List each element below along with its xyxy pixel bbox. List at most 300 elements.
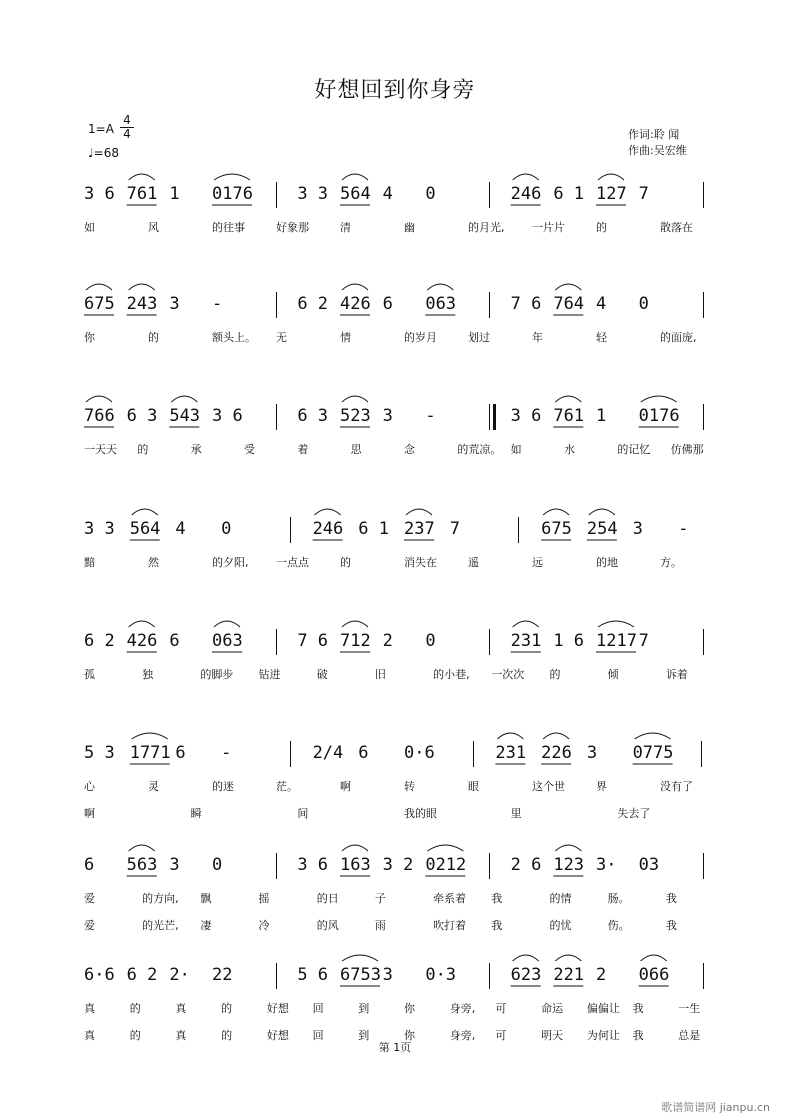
note-group: 123 [553,855,585,875]
notation-line [80,741,730,767]
note-group: 1 [169,184,180,204]
note-group: 3 3 [297,184,329,204]
lyric-word: 里 [510,807,522,820]
note-group: 6 2 [84,631,115,651]
note-group: 3 3 [84,519,115,539]
note-group: 1217 [596,631,637,651]
lyric-word: 爱 [84,892,95,905]
note-group: 7 6 [510,294,542,314]
lyric-word: 清 [340,221,351,234]
lyric-word: 伤。 [607,919,630,932]
slur-arc [342,845,368,851]
note-group: 4 [596,294,607,314]
lyric-word: 思 [350,443,362,456]
lyric-word: 没有了 [660,780,693,793]
note-group: 712 [340,631,371,651]
lyric-word: 消失在 [404,556,437,569]
lyric-word: 可 [495,1029,507,1042]
lyric-word: 飘 [200,892,212,905]
note-group: 063 [425,294,457,314]
lyric-word: 一生 [678,1002,701,1015]
lyric-word: 的情 [549,892,572,905]
note-group: 221 [553,965,585,985]
lyric-word: 好象那 [276,221,309,234]
lyric-word: 好想 [266,1002,289,1015]
lyric-word: 灵 [148,780,159,793]
note-group: 0176 [212,184,253,204]
time-signature [120,114,134,141]
note-group: 543 [169,406,201,426]
lyric-word: 总是 [678,1029,701,1042]
lyric-word: 的面庞, [660,331,697,344]
slur-arc [641,955,667,961]
note-group: 231 [510,631,542,651]
lyric-word: 水 [564,443,575,456]
note-group: 6 [382,294,393,314]
slur-arc [598,174,624,180]
note-group: 3 2 [382,855,414,875]
time-sig-bottom: 4 [120,127,134,141]
note-group: 231 [495,743,527,763]
note-group: 0176 [638,406,680,426]
lyric-word: 的 [148,331,159,344]
music-system [80,629,730,739]
note-group: 0 [425,631,436,651]
lyric-word: 凄 [200,919,212,932]
slur-arc [555,284,581,290]
composer: 作曲:吴宏维 [628,144,687,157]
note-group: 237 [404,519,435,539]
lyric-word: 独 [142,668,154,681]
slur-arc [214,174,250,180]
lyric-word: 情 [340,331,351,344]
lyric-word: 的光芒, [142,919,179,932]
notation-line [80,517,730,543]
lyric-word: 的 [596,221,607,234]
lyric-word: 孤 [84,668,95,681]
note-group: 066 [638,965,670,985]
note-group: 761 [126,184,158,204]
note-group: - [221,743,232,763]
slur-arc [171,396,197,402]
music-system [80,404,730,514]
note-group: 7 6 [297,631,329,651]
watermark: 歌谱简谱网 jianpu.cn [661,1101,770,1114]
lyrics-line [80,219,730,235]
note-group: 6 1 [553,184,585,204]
bar-line [518,517,519,543]
lyric-word: 的荒凉。 [457,443,502,456]
note-group: 2 6 [510,855,542,875]
lyric-word: 散落在 [660,221,693,234]
lyric-word: 的 [129,1002,141,1015]
slur-arc [427,845,463,851]
slur-arc [342,174,368,180]
note-group: 0 [212,855,223,875]
note-group: 3 [382,965,393,985]
lyric-word: 这个世 [532,780,565,793]
lyric-word: 啊 [84,807,95,820]
slur-arc [315,509,341,515]
lyric-word: 转 [404,780,415,793]
bar-line [489,853,490,879]
lyric-word: 茫。 [276,780,298,793]
lyric-word: 钻进 [258,668,281,681]
lyric-word: 命运 [541,1002,564,1015]
note-group: 426 [126,631,158,651]
slur-arc [86,284,112,290]
note-group: 2· [169,965,190,985]
lyric-word: 明天 [541,1029,564,1042]
bar-line [489,629,490,655]
note-group: 1 6 [553,631,585,651]
bar-line [703,963,704,989]
lyrics-line [80,778,730,794]
note-group: 0 [425,184,436,204]
note-group: 3 [632,519,643,539]
note-group: 6·6 [84,965,115,985]
lyric-word: 我 [491,919,503,932]
lyric-word: 好想 [266,1029,289,1042]
lyric-word: 年 [532,331,543,344]
bar-line [703,853,704,879]
note-group: 7 [638,631,649,651]
notation-line [80,963,730,989]
lyric-word: 额头上。 [212,331,256,344]
music-system [80,741,730,851]
lyric-word: 旧 [374,668,386,681]
time-sig-top: 4 [123,113,131,127]
notation-line [80,629,730,655]
lyric-word: 失去了 [617,807,651,820]
slur-arc [129,174,155,180]
note-group: 3 6 [212,406,243,426]
lyric-word: 瞬 [190,807,202,820]
music-system [80,963,730,1073]
slur-arc [635,733,671,739]
bar-line [489,292,490,318]
lyric-word: 你 [84,331,95,344]
lyric-word: 啊 [340,780,351,793]
lyrics-line [80,329,730,345]
lyric-word: 到 [358,1002,370,1015]
lyric-word: 承 [190,443,202,456]
note-group: 675 [84,294,115,314]
bar-line [290,517,291,543]
bar-line [703,404,704,430]
lyric-word: 的忧 [549,919,572,932]
slur-arc [342,284,368,290]
note-group: 0775 [632,743,674,763]
note-group: - [678,519,689,539]
lyric-word: 一点点 [276,556,309,569]
slur-arc [129,845,155,851]
lyric-word: 我 [665,892,677,905]
lyric-word: 如 [510,443,522,456]
lyric-word: 肠。 [607,892,630,905]
notation-line [80,292,730,318]
credits [628,127,687,159]
note-group: 2 [382,631,393,651]
slur-arc [132,733,168,739]
note-group: 163 [340,855,371,875]
lyric-word: 我的眼 [404,807,437,820]
note-group: 2 [596,965,607,985]
note-group: 243 [126,294,158,314]
note-group: - [212,294,223,314]
lyric-word: 的 [129,1029,141,1042]
lyric-word: 幽 [404,221,415,234]
lyric-word: 一天天 [84,443,117,456]
slur-arc [513,621,539,627]
note-group: 254 [586,519,618,539]
lyric-word: 我 [632,1002,644,1015]
lyric-word: 着 [297,443,309,456]
slur-arc [129,284,155,290]
lyric-word: 如 [84,221,95,234]
note-group: 6753 [340,965,381,985]
note-group: 6 [169,631,180,651]
lyricist: 作词:聆 闻 [628,128,680,141]
lyric-word: 无 [276,331,287,344]
note-group: 3 [169,855,180,875]
note-group: 564 [129,519,161,539]
music-system [80,517,730,627]
bar-line [489,182,490,208]
lyric-word: 眼 [468,780,479,793]
lyric-word: 的地 [596,556,618,569]
lyric-word: 冷 [258,919,270,932]
lyric-word: 吹打着 [433,919,467,932]
note-group: 6 [175,743,186,763]
page-number: 第 1页 [378,1041,412,1054]
lyric-word: 遥 [468,556,479,569]
lyric-word: 为何让 [586,1029,620,1042]
lyric-word: 界 [596,780,607,793]
lyric-word: 的记忆 [617,443,651,456]
quarter-note-icon: ♩ [88,146,94,160]
note-group: 6 3 [126,406,158,426]
notation-line [80,404,730,430]
note-group: 0 [638,294,649,314]
lyrics-line [80,554,730,570]
note-group: 6 3 [297,406,329,426]
note-group: 675 [541,519,572,539]
lyric-word: 远 [532,556,543,569]
slur-arc [342,621,368,627]
lyric-word: 的 [549,668,561,681]
slur-arc [598,621,634,627]
lyric-word: 的迷 [212,780,234,793]
lyric-word: 受 [244,443,255,456]
slur-arc [86,396,112,402]
slur-arc [129,621,155,627]
note-group: 0 [221,519,232,539]
bar-line [703,292,704,318]
note-group: 6 2 [297,294,329,314]
lyric-word: 真 [84,1029,95,1042]
lyric-word: 的岁月 [404,331,437,344]
bar-line [276,853,277,879]
lyric-word: 的往事 [212,221,245,234]
slur-arc [406,509,432,515]
lyric-word: 方。 [660,556,682,569]
note-group: 3 [169,294,180,314]
note-group: 246 [312,519,344,539]
note-group: 1 [596,406,607,426]
lyric-word: 你 [404,1002,415,1015]
bar-line [276,404,277,430]
note-group: 5 6 [297,965,329,985]
note-group: 3 6 [510,406,542,426]
slur-arc [555,955,581,961]
repeat-bar-line [493,404,496,430]
lyric-word: 真 [84,1002,95,1015]
lyric-word: 可 [495,1002,507,1015]
lyric-word: 划过 [468,331,490,344]
tempo-marking [88,146,119,160]
note-group: 0·6 [404,743,435,763]
lyric-word: 心 [84,780,95,793]
slur-arc [513,174,539,180]
lyric-word: 回 [312,1029,324,1042]
note-group: 3 6 [297,855,329,875]
note-group: 226 [541,743,572,763]
note-group: 623 [510,965,542,985]
note-group: 1771 [129,743,171,763]
bar-line [703,182,704,208]
slur-arc [132,509,158,515]
note-group: 3 6 [84,184,115,204]
bar-line [703,629,704,655]
slur-arc [589,509,615,515]
lyric-word: 一次次 [491,668,525,681]
slur-arc [342,955,378,961]
lyric-word: 的 [221,1002,233,1015]
lyrics-line [80,666,730,682]
bar-line [701,741,702,767]
note-group: - [425,406,436,426]
note-group: 3 [382,406,393,426]
bar-line [276,182,277,208]
note-group: 127 [596,184,627,204]
lyric-word: 雨 [374,919,386,932]
key-signature: 1=A [88,122,114,136]
lyric-word: 的方向, [142,892,179,905]
lyric-word: 身旁, [449,1029,476,1042]
note-group: 4 [382,184,393,204]
lyric-word: 倾 [607,668,619,681]
notation-line [80,182,730,208]
slur-arc [214,621,240,627]
slur-arc [513,955,539,961]
note-group: 6 [358,743,369,763]
slur-arc [497,733,523,739]
slur-arc [555,396,581,402]
lyric-word: 念 [404,443,415,456]
lyric-word: 摇 [258,892,270,905]
lyric-word: 的月光, [468,221,505,234]
lyric-word: 的小巷, [433,668,470,681]
lyric-word: 到 [358,1029,370,1042]
lyric-word: 的 [137,443,149,456]
song-title: 好想回到你身旁 [314,78,476,103]
note-group: 766 [84,406,115,426]
lyric-word: 偏偏让 [586,1002,620,1015]
note-group: 523 [340,406,371,426]
lyric-word: 的 [221,1029,233,1042]
lyric-word: 子 [374,892,386,905]
note-group: 761 [553,406,585,426]
notation-line [80,853,730,879]
lyrics-line [80,917,730,933]
lyric-word: 真 [175,1002,187,1015]
lyric-word: 黯 [84,556,95,569]
lyric-word: 破 [316,668,328,681]
note-group: 246 [510,184,542,204]
bar-line [489,963,490,989]
note-group: 6 2 [126,965,158,985]
bar-line [290,741,291,767]
music-system [80,292,730,402]
lyric-word: 诉着 [665,668,688,681]
lyric-word: 的脚步 [200,668,234,681]
lyrics-line [80,441,730,457]
lyric-word: 的风 [316,919,339,932]
lyric-word: 我 [665,919,677,932]
lyric-word: 我 [491,892,503,905]
lyric-word: 爱 [84,919,95,932]
tempo-value: =68 [93,146,119,160]
lyrics-line [80,805,730,821]
lyric-word: 你 [404,1029,415,1042]
lyric-word: 身旁, [449,1002,476,1015]
note-group: 6 1 [358,519,389,539]
note-group: 564 [340,184,371,204]
note-group: 03 [638,855,660,875]
bar-line [473,741,474,767]
lyric-word: 仿佛那 [670,443,704,456]
bar-line [276,963,277,989]
slur-arc [543,733,569,739]
lyric-word: 一片片 [532,221,565,234]
note-group: 6 [84,855,95,875]
note-group: 563 [126,855,158,875]
note-group: 5 3 [84,743,115,763]
lyric-word: 的日 [316,892,339,905]
note-group: 0·3 [425,965,457,985]
note-group: 426 [340,294,371,314]
lyric-word: 然 [148,556,159,569]
lyric-word: 回 [312,1002,324,1015]
lyric-word: 轻 [596,331,607,344]
note-group: 0212 [425,855,467,875]
note-group: 7 [449,519,460,539]
lyric-word: 我 [632,1029,644,1042]
slur-arc [543,509,569,515]
lyric-word: 间 [297,807,309,820]
note-group: 3· [596,855,617,875]
lyrics-line [80,890,730,906]
slur-arc [641,396,677,402]
bar-line [489,404,490,430]
slur-arc [555,845,581,851]
note-group: 22 [212,965,233,985]
lyric-word: 牵系着 [433,892,467,905]
slur-arc [342,396,368,402]
slur-arc [427,284,453,290]
lyric-word: 的夕阳, [212,556,249,569]
